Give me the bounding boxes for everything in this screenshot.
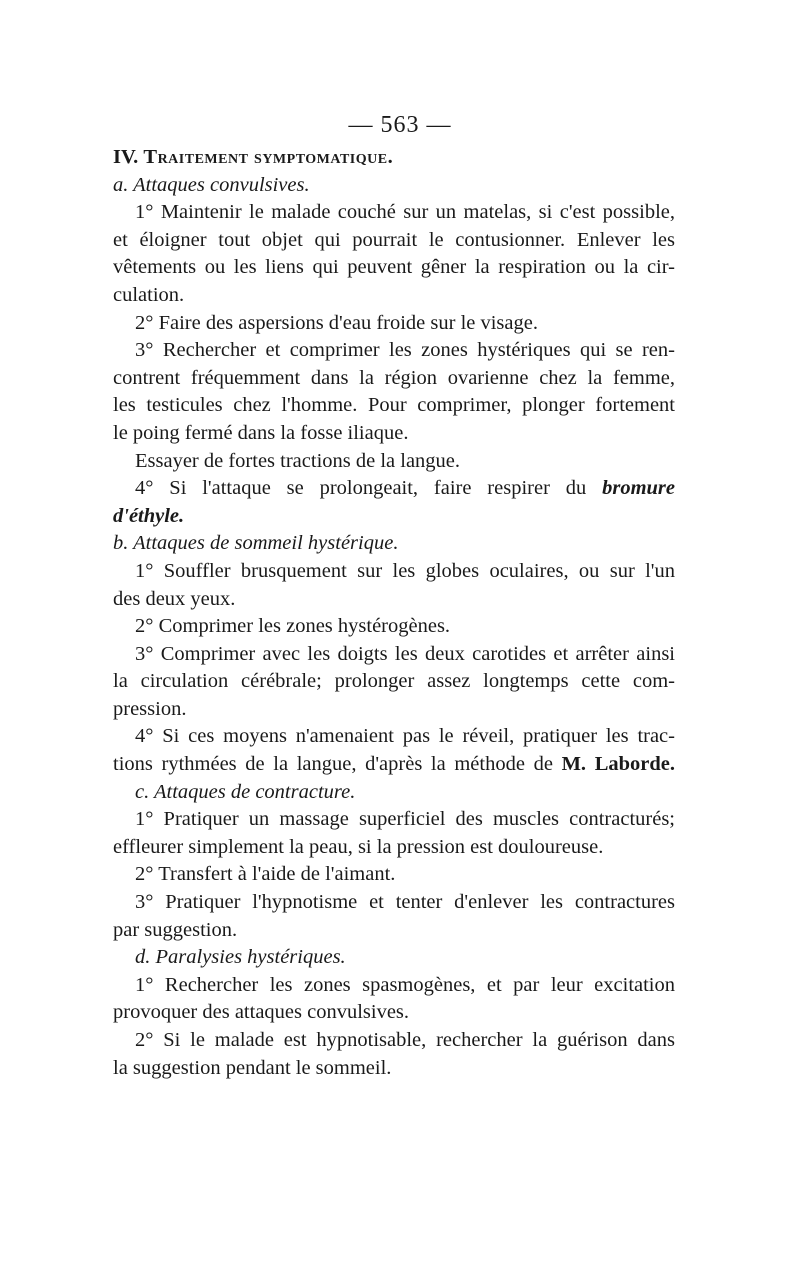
paragraph-line: et éloigner tout objet qui pourrait le contusionner. Enlever les [113, 228, 675, 251]
paragraph-line: 3° Comprimer avec les doigts les deux carotides et arrêter ainsi [135, 642, 675, 665]
paragraph-line: le poing fermé dans la fosse iliaque. [113, 421, 409, 444]
emphasis-text: bromure [602, 477, 675, 500]
paragraph-line: 2° Si le malade est hypnotisable, rechercher la guérison dans [135, 1029, 675, 1051]
paragraph-line: Essayer de fortes tractions de la langue. [135, 449, 461, 472]
paragraph-line: vêtements ou les liens qui peuvent gêner la respiration ou la cir- [113, 256, 675, 279]
page-number: — 563 — [348, 112, 452, 138]
paragraph-text: 4° Si l'attaque se prolongeait, faire respirer du [135, 477, 603, 500]
paragraph-line: contrent fréquemment dans la région ovarienne chez la femme, [113, 366, 675, 389]
paragraph-line: 1° Souffler brusquement sur les globes oculaires, ou sur l'un [135, 559, 675, 582]
paragraph-line: des deux yeux. [113, 587, 236, 610]
paragraph-text: tions rythmées de la langue, d'après la méthode de [113, 753, 562, 776]
section-title: Traitement symptomatique. [143, 146, 394, 168]
paragraph-line: effleurer simplement la peau, si la pression est douloureuse. [113, 835, 604, 858]
paragraph-line: 3° Rechercher et comprimer les zones hystériques qui se ren- [135, 339, 675, 362]
subsection-heading-d: d. Paralysies hystériques. [135, 946, 346, 969]
emphasis-text: d'éthyle. [113, 504, 185, 527]
section-heading [113, 144, 675, 172]
paragraph-line: 2° Comprimer les zones hystérogènes. [135, 615, 451, 638]
subsection-heading-c: c. Attaques de contracture. [135, 780, 356, 803]
paragraph-line: 2° Faire des aspersions d'eau froide sur le visage. [135, 311, 538, 334]
paragraph-line: 1° Maintenir le malade couché sur un matelas, si c'est possible, [135, 201, 675, 224]
paragraph-line: 1° Pratiquer un massage superficiel des muscles contracturés; [135, 808, 675, 831]
paragraph-line: 1° Rechercher les zones spasmogènes, et par leur excitation [135, 973, 675, 996]
paragraph-line: culation. [113, 283, 185, 306]
page-body [113, 144, 675, 1082]
paragraph-line: la circulation cérébrale; prolonger assez longtemps cette com- [113, 670, 675, 693]
paragraph-line: pression. [113, 697, 187, 720]
paragraph-line: 4° Si ces moyens n'amenaient pas le réveil, pratiquer les trac- [135, 725, 675, 748]
section-roman: IV. [113, 146, 139, 168]
author-name: M. Laborde. [561, 753, 675, 776]
subsection-heading-b: b. Attaques de sommeil hystérique. [113, 532, 399, 555]
paragraph-line: provoquer des attaques convulsives. [113, 1001, 410, 1024]
paragraph-line: 2° Transfert à l'aide de l'aimant. [135, 863, 396, 886]
paragraph-line [113, 751, 675, 779]
paragraph-line: la suggestion pendant le sommeil. [113, 1056, 392, 1079]
paragraph-line: les testicules chez l'homme. Pour comprimer, plonger fortement [113, 394, 675, 417]
paragraph-line [113, 475, 675, 503]
paragraph-line: par suggestion. [113, 918, 238, 941]
paragraph-line: 3° Pratiquer l'hypnotisme et tenter d'enlever les contractures [135, 891, 675, 914]
subsection-heading-a: a. Attaques convulsives. [113, 173, 310, 196]
